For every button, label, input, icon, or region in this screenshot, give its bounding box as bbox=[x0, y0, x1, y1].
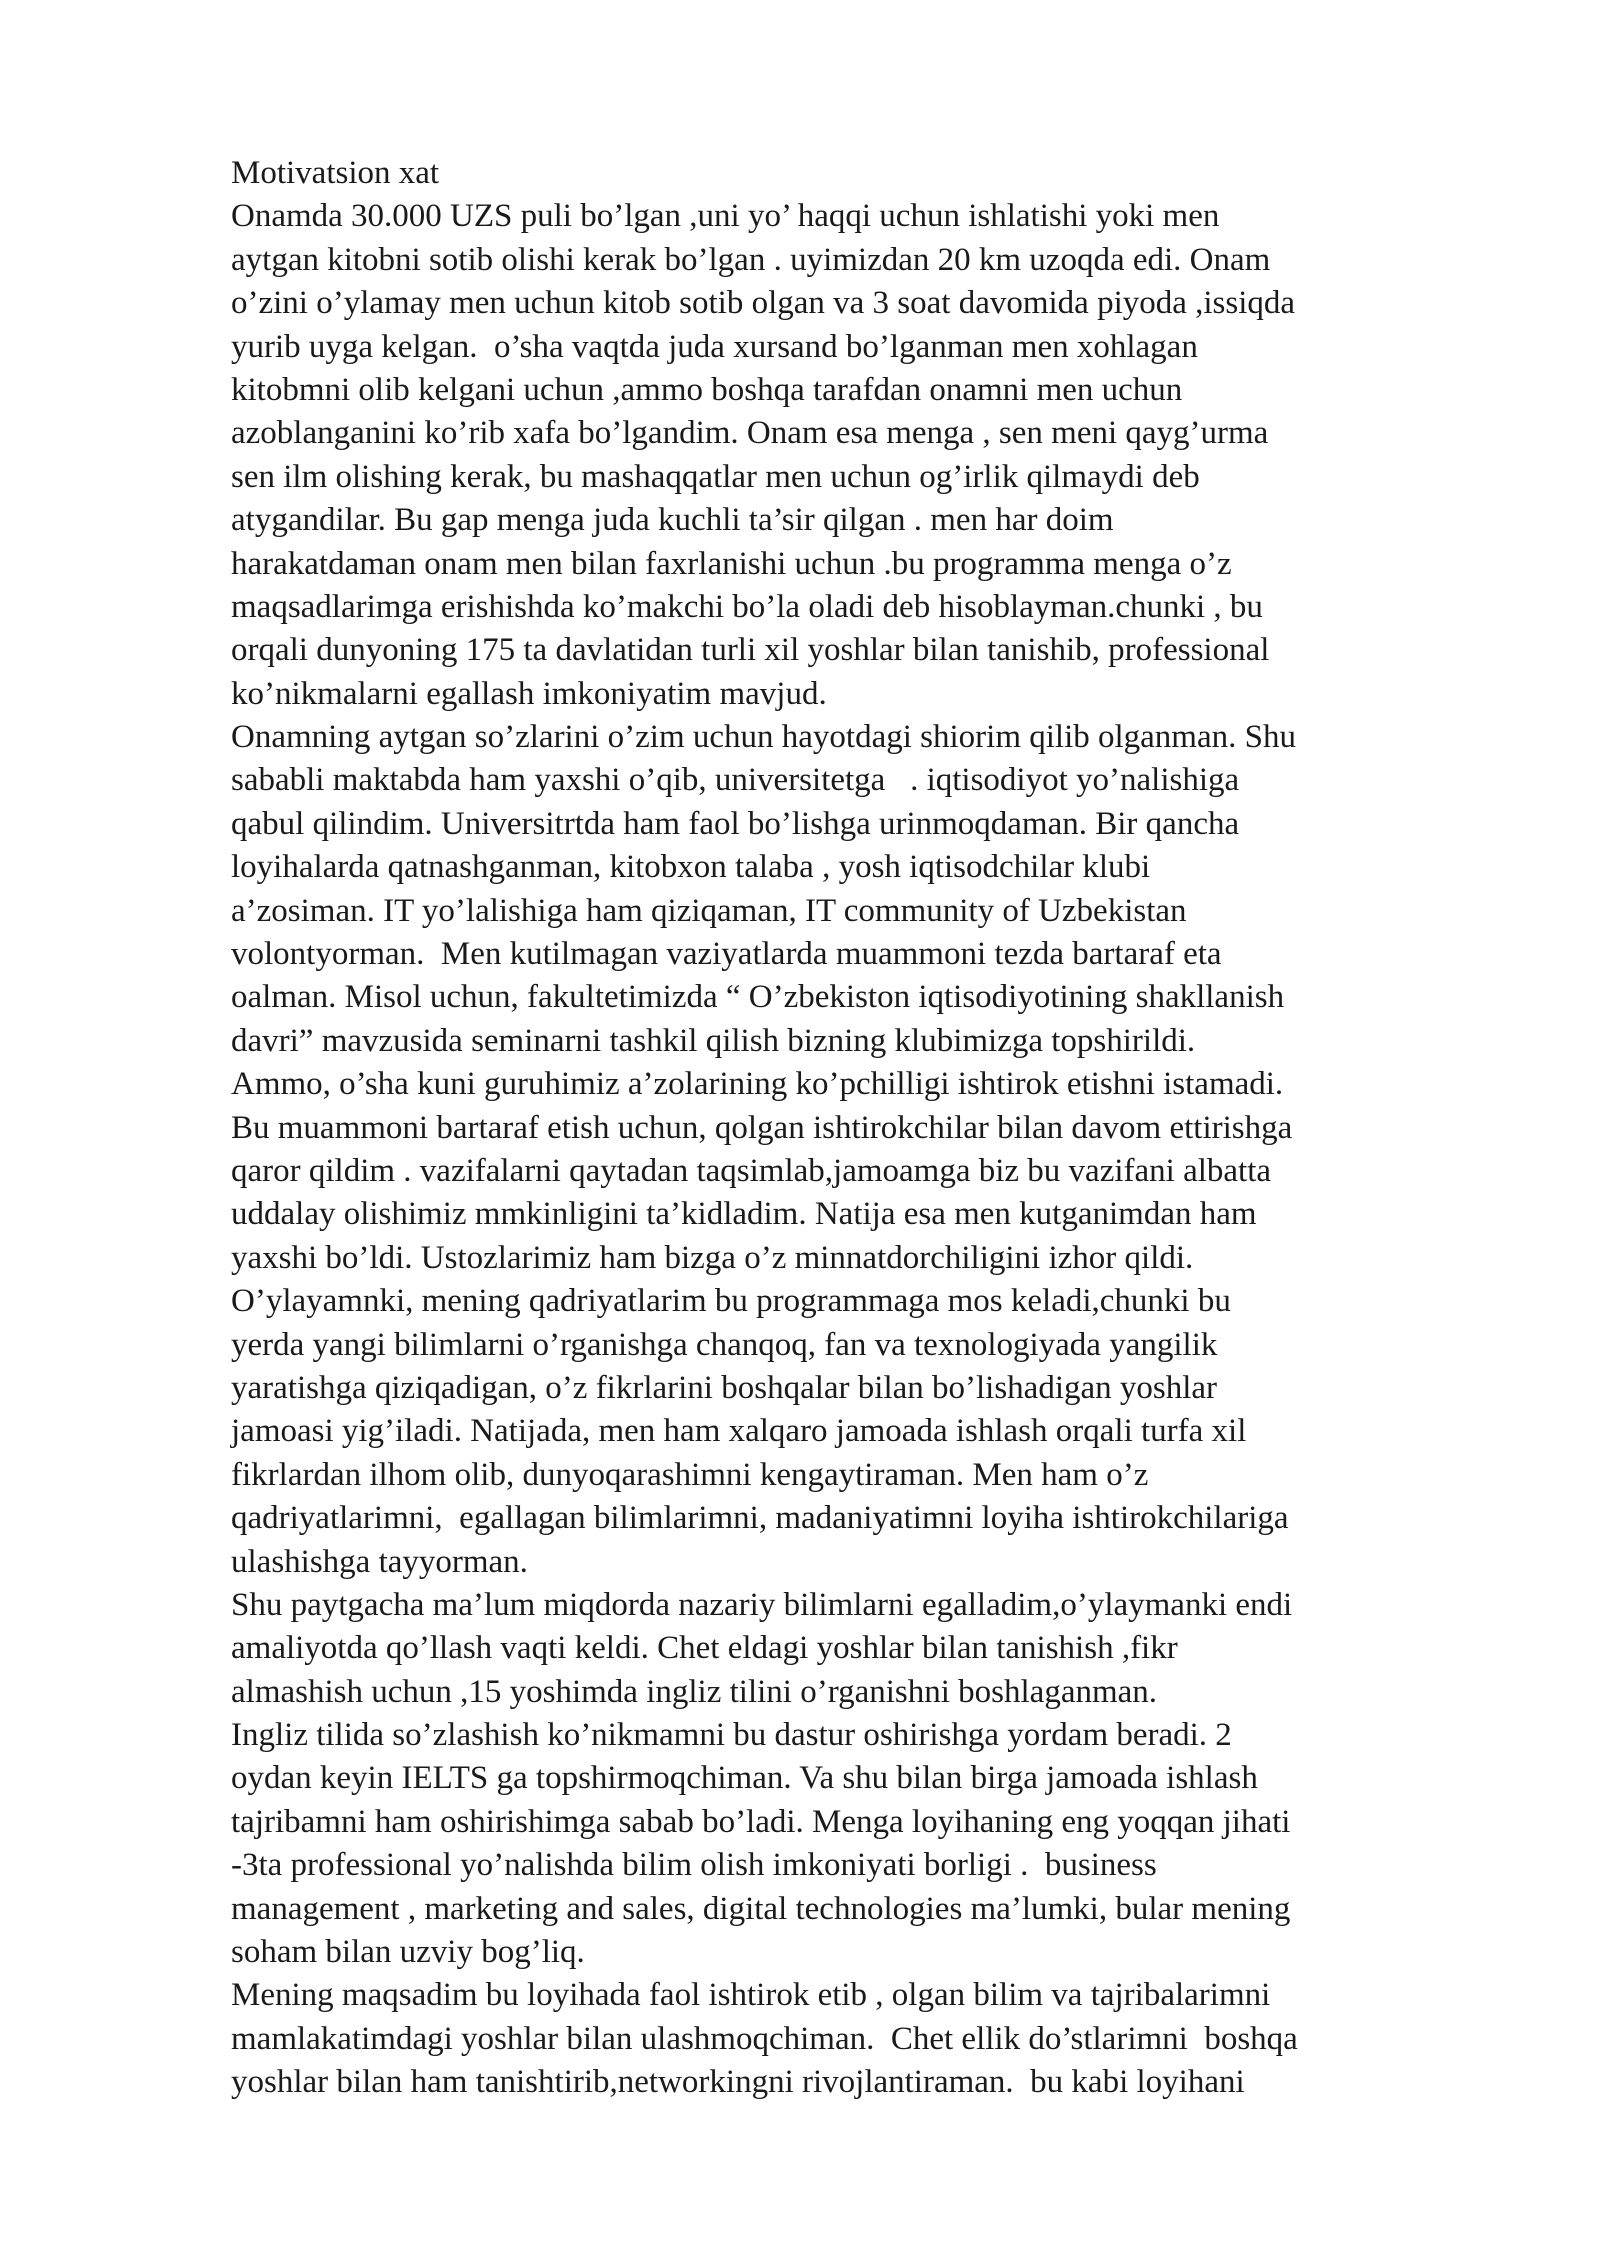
text-line: qadriyatlarimni, egallagan bilimlarimni, madaniyatimni loyiha ishtirokchilariga bbox=[231, 1500, 1289, 1537]
text-line: amaliyotda qo’llash vaqti keldi. Chet eldagi yoshlar bilan tanishish ,fikr bbox=[231, 1630, 1178, 1667]
text-line: yaxshi bo’ldi. Ustozlarimiz ham bizga o’z minnatdorchiligini izhor qildi. bbox=[231, 1239, 1194, 1276]
text-line: atygandilar. Bu gap menga juda kuchli ta’sir qilgan . men har doim bbox=[231, 502, 1114, 539]
text-line: Mening maqsadim bu loyihada faol ishtirok etib , olgan bilim va tajribalarimni bbox=[231, 1977, 1271, 2014]
text-line: orqali dunyoning 175 ta davlatidan turli xil yoshlar bilan tanishib, professional bbox=[231, 632, 1270, 669]
text-line: a’zosiman. IT yo’lalishiga ham qiziqaman, IT community of Uzbekistan bbox=[231, 892, 1187, 929]
document-body bbox=[231, 152, 1481, 2105]
text-line: yurib uyga kelgan. o’sha vaqtda juda xursand bo’lganman men xohlagan bbox=[231, 328, 1198, 365]
text-line: azoblanganini ko’rib xafa bo’lgandim. Onam esa menga , sen meni qayg’urma bbox=[231, 415, 1269, 452]
text-line: yaratishga qiziqadigan, o’z fikrlarini boshqalar bilan bo’lishadigan yoshlar bbox=[231, 1369, 1218, 1406]
text-line: ulashishga tayyorman. bbox=[231, 1543, 528, 1580]
text-line: qaror qildim . vazifalarni qaytadan taqsimlab,jamoamga biz bu vazifani albatta bbox=[231, 1152, 1272, 1189]
text-line: management , marketing and sales, digital technologies ma’lumki, bular mening bbox=[231, 1890, 1291, 1927]
document-title: Motivatsion xat bbox=[231, 155, 440, 191]
text-line: fikrlardan ilhom olib, dunyoqarashimni kengaytiraman. Men ham o’z bbox=[231, 1456, 1149, 1493]
text-line: Ammo, o’sha kuni guruhimiz a’zolarining ko’pchilligi ishtirok etishni istamadi. bbox=[231, 1066, 1284, 1103]
text-line: davri” mavzusida seminarni tashkil qilish bizning klubimizga topshirildi. bbox=[231, 1022, 1196, 1059]
text-line: kitobmni olib kelgani uchun ,ammo boshqa tarafdan onamni men uchun bbox=[231, 371, 1183, 408]
text-line: o’zini o’ylamay men uchun kitob sotib olgan va 3 soat davomida piyoda ,issiqda bbox=[231, 285, 1296, 322]
text-line: sen ilm olishing kerak, bu mashaqqatlar men uchun og’irlik qilmaydi deb bbox=[231, 458, 1200, 495]
text-line: Shu paytgacha ma’lum miqdorda nazariy bilimlarni egalladim,o’ylaymanki endi bbox=[231, 1586, 1293, 1623]
text-line: O’ylayamnki, mening qadriyatlarim bu programmaga mos keladi,chunki bu bbox=[231, 1283, 1231, 1320]
text-line: yerda yangi bilimlarni o’rganishga chanqoq, fan va texnologiyada yangilik bbox=[231, 1326, 1218, 1363]
text-line: Bu muammoni bartaraf etish uchun, qolgan ishtirokchilar bilan davom ettirishga bbox=[231, 1109, 1293, 1146]
text-line: Onamda 30.000 UZS puli bo’lgan ,uni yo’ haqqi uchun ishlatishi yoki men bbox=[231, 198, 1220, 235]
text-line: uddalay olishimiz mmkinligini ta’kidladim. Natija esa men kutganimdan ham bbox=[231, 1196, 1257, 1233]
text-line: qabul qilindim. Universitrtda ham faol bo’lishga urinmoqdaman. Bir qancha bbox=[231, 805, 1240, 842]
text-line: almashish uchun ,15 yoshimda ingliz tilini o’rganishni boshlaganman. bbox=[231, 1673, 1158, 1710]
text-line: loyihalarda qatnashganman, kitobxon talaba , yosh iqtisodchilar klubi bbox=[231, 849, 1151, 886]
text-line: sababli maktabda ham yaxshi o’qib, universitetga . iqtisodiyot yo’nalishiga bbox=[231, 762, 1240, 799]
text-line: Onamning aytgan so’zlarini o’zim uchun hayotdagi shiorim qilib olganman. Shu bbox=[231, 719, 1296, 756]
text-line: aytgan kitobni sotib olishi kerak bo’lgan . uyimizdan 20 km uzoqda edi. Onam bbox=[231, 241, 1271, 278]
text-line: tajribamni ham oshirishimga sabab bo’ladi. Menga loyihaning eng yoqqan jihati bbox=[231, 1803, 1291, 1840]
text-line: harakatdaman onam men bilan faxrlanishi uchun .bu programma menga o’z bbox=[231, 545, 1232, 582]
text-line: oalman. Misol uchun, fakultetimizda “ O’zbekiston iqtisodiyotining shakllanish bbox=[231, 979, 1285, 1016]
text-line: soham bilan uzviy bog’liq. bbox=[231, 1934, 585, 1971]
text-line: volontyorman. Men kutilmagan vaziyatlarda muammoni tezda bartaraf eta bbox=[231, 936, 1222, 973]
text-line: Ingliz tilida so’zlashish ko’nikmamni bu dastur oshirishga yordam beradi. 2 bbox=[231, 1717, 1232, 1754]
text-line: yoshlar bilan ham tanishtirib,networkingni rivojlantiraman. bu kabi loyihani bbox=[231, 2064, 1245, 2101]
text-line: ko’nikmalarni egallash imkoniyatim mavjud. bbox=[231, 675, 827, 712]
text-line: jamoasi yig’iladi. Natijada, men ham xalqaro jamoada ishlash orqali turfa xil bbox=[231, 1413, 1247, 1450]
text-line: -3ta professional yo’nalishda bilim olish imkoniyati borligi . business bbox=[231, 1847, 1157, 1884]
text-line: mamlakatimdagi yoshlar bilan ulashmoqchiman. Chet ellik do’stlarimni boshqa bbox=[231, 2020, 1298, 2057]
text-line: maqsadlarimga erishishda ko’makchi bo’la oladi deb hisoblayman.chunki , bu bbox=[231, 588, 1263, 625]
text-line: oydan keyin IELTS ga topshirmoqchiman. Va shu bilan birga jamoada ishlash bbox=[231, 1760, 1258, 1797]
